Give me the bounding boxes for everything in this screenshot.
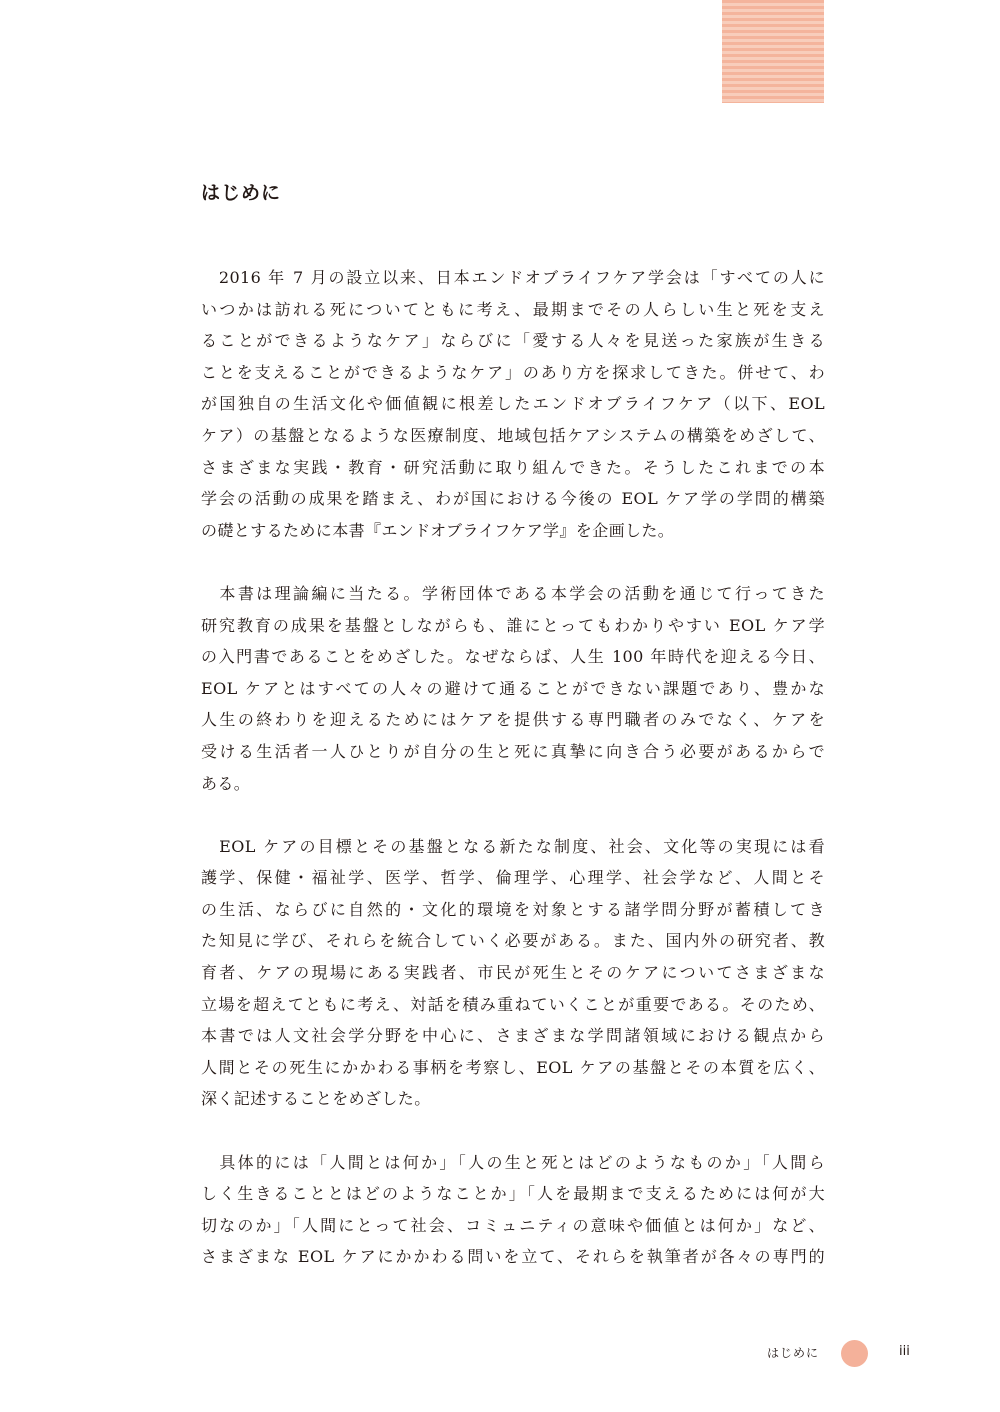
page-number: iii: [899, 1344, 910, 1359]
text-line: 人生の終わりを迎えるためにはケアを提供する専門職者のみでなく、ケアを: [201, 710, 825, 730]
text-line: 育者、ケアの現場にある実践者、市民が死生とそのケアについてさまざまな: [201, 963, 825, 983]
text-line: 受ける生活者一人ひとりが自分の生と死に真摯に向き合う必要があるからで: [201, 741, 825, 761]
text-line: EOL ケアとはすべての人々の避けて通ることができない課題であり、豊かな: [201, 678, 825, 698]
text-line: さまざまな実践・教育・研究活動に取り組んできた。そうしたこれまでの本: [201, 457, 825, 477]
text-line: しく生きることとはどのようなことか」「人を最期まで支えるためには何が大: [201, 1184, 825, 1204]
paragraph-2: [201, 578, 825, 799]
text-line: ことを支えることができるようなケア」のあり方を探求してきた。併せて、わ: [201, 362, 825, 382]
text-line: さまざまな EOL ケアにかかわる問いを立て、それらを執筆者が各々の専門的: [201, 1247, 825, 1267]
text-line: の生活、ならびに自然的・文化的環境を対象とする諸学問分野が蓄積してき: [201, 899, 825, 919]
text-line: 本書では人文社会学分野を中心に、さまざまな学問諸領域における観点から: [201, 1026, 825, 1046]
text-line: ることができるようなケア」ならびに「愛する人々を見送った家族が生きる: [201, 331, 825, 351]
footer-circle-icon: [841, 1340, 868, 1367]
text-line: の入門書であることをめざした。なぜならば、人生 100 年時代を迎える今日、: [201, 647, 825, 667]
page-title: はじめに: [201, 182, 282, 204]
paragraph-3: [201, 831, 825, 1115]
text-line: 立場を超えてともに考え、対話を積み重ねていくことが重要である。そのため、: [201, 994, 825, 1014]
paragraph-1: [201, 262, 825, 546]
text-line: 深く記述することをめざした。: [201, 1089, 431, 1109]
paragraph-4: [201, 1147, 825, 1273]
text-line: 2016 年 7 月の設立以来、日本エンドオブライフケア学会は「すべての人に: [201, 268, 825, 287]
text-line: が国独自の生活文化や価値観に根差したエンドオブライフケア（以下、EOL: [201, 394, 825, 414]
text-line: 学会の活動の成果を踏まえ、わが国における今後の EOL ケア学の学問的構築: [201, 489, 825, 509]
decorative-stripe-block: [722, 0, 824, 103]
text-line: の礎とするために本書『エンドオブライフケア学』を企画した。: [201, 520, 675, 540]
footer-section-label: はじめに: [767, 1346, 820, 1360]
text-line: 切なのか」「人間にとって社会、コミュニティの意味や価値とは何か」など、: [201, 1215, 825, 1235]
text-line: EOL ケアの目標とその基盤となる新たな制度、社会、文化等の実現には看: [201, 836, 825, 856]
text-line: ケア）の基盤となるような医療制度、地域包括ケアシステムの構築をめざして、: [201, 425, 825, 445]
text-line: 護学、保健・福祉学、医学、哲学、倫理学、心理学、社会学など、人間とそ: [201, 868, 825, 888]
text-line: 具体的には「人間とは何か」「人の生と死とはどのようなものか」「人間ら: [201, 1152, 825, 1172]
text-line: 本書は理論編に当たる。学術団体である本学会の活動を通じて行ってきた: [201, 583, 825, 603]
body-text: [201, 262, 825, 1305]
text-line: 人間とその死生にかかわる事柄を考察し、EOL ケアの基盤とその本質を広く、: [201, 1057, 825, 1077]
text-line: た知見に学び、それらを統合していく必要がある。また、国内外の研究者、教: [201, 931, 825, 951]
text-line: ある。: [201, 773, 251, 793]
text-line: いつかは訪れる死についてともに考え、最期までその人らしい生と死を支え: [201, 299, 825, 319]
text-line: 研究教育の成果を基盤としながらも、誰にとってもわかりやすい EOL ケア学: [201, 615, 825, 635]
